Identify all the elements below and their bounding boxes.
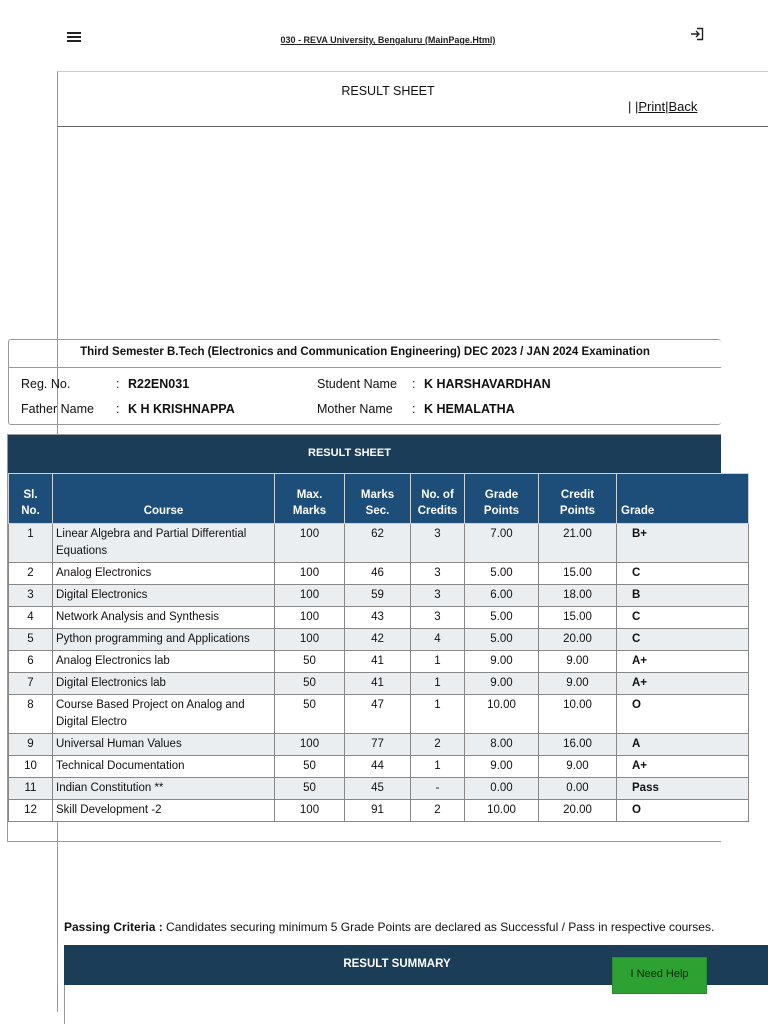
- credit-points-cell: 20.00: [539, 800, 617, 822]
- course-cell: Network Analysis and Synthesis: [53, 607, 275, 629]
- column-header: Sl. No.: [9, 474, 53, 524]
- table-row: [9, 695, 749, 734]
- course-cell: Analog Electronics lab: [53, 651, 275, 673]
- max-marks-cell: 50: [275, 673, 345, 695]
- credit-points-cell: 18.00: [539, 585, 617, 607]
- credits-cell: -: [411, 778, 465, 800]
- grade-cell: O: [617, 695, 749, 734]
- passing-criteria-text: Candidates securing minimum 5 Grade Points are declared as Successful / Pass in respective courses.: [166, 920, 715, 934]
- need-help-button[interactable]: I Need Help: [612, 957, 707, 994]
- marks-sec-cell: 62: [345, 524, 411, 563]
- table-row: [9, 585, 749, 607]
- max-marks-cell: 50: [275, 695, 345, 734]
- column-header: No. of Credits: [411, 474, 465, 524]
- table-row: [9, 778, 749, 800]
- sl-no-cell: 10: [9, 756, 53, 778]
- column-header: Marks Sec.: [345, 474, 411, 524]
- course-cell: Skill Development -2: [53, 800, 275, 822]
- marks-sec-cell: 41: [345, 673, 411, 695]
- max-marks-cell: 100: [275, 734, 345, 756]
- marks-sec-cell: 44: [345, 756, 411, 778]
- logout-icon[interactable]: [690, 27, 704, 41]
- credit-points-cell: 9.00: [539, 673, 617, 695]
- table-header-row: [9, 474, 749, 524]
- mother-name-label: Mother Name: [317, 402, 393, 416]
- father-name-value: K H KRISHNAPPA: [128, 402, 235, 416]
- column-header: Credit Points: [539, 474, 617, 524]
- max-marks-cell: 100: [275, 524, 345, 563]
- sl-no-cell: 2: [9, 563, 53, 585]
- column-header: Grade Points: [465, 474, 539, 524]
- grade-points-cell: 8.00: [465, 734, 539, 756]
- credits-cell: 3: [411, 585, 465, 607]
- max-marks-cell: 100: [275, 800, 345, 822]
- credit-points-cell: 20.00: [539, 629, 617, 651]
- table-row: [9, 756, 749, 778]
- sl-no-cell: 7: [9, 673, 53, 695]
- credits-cell: 1: [411, 695, 465, 734]
- sl-no-cell: 11: [9, 778, 53, 800]
- max-marks-cell: 50: [275, 651, 345, 673]
- grade-points-cell: 7.00: [465, 524, 539, 563]
- sl-no-cell: 5: [9, 629, 53, 651]
- grade-points-cell: 6.00: [465, 585, 539, 607]
- marks-sec-cell: 46: [345, 563, 411, 585]
- grade-points-cell: 5.00: [465, 607, 539, 629]
- reg-no-label: Reg. No.: [21, 377, 71, 391]
- max-marks-cell: 50: [275, 778, 345, 800]
- table-row: [9, 629, 749, 651]
- table-row: [9, 524, 749, 563]
- credit-points-cell: 15.00: [539, 563, 617, 585]
- grade-cell: C: [617, 563, 749, 585]
- max-marks-cell: 100: [275, 629, 345, 651]
- colon: :: [116, 402, 120, 416]
- credit-points-cell: 10.00: [539, 695, 617, 734]
- grade-cell: A+: [617, 756, 749, 778]
- sl-no-cell: 9: [9, 734, 53, 756]
- table-row: [9, 607, 749, 629]
- grade-cell: O: [617, 800, 749, 822]
- course-cell: Course Based Project on Analog and Digital Electro: [53, 695, 275, 734]
- grade-points-cell: 10.00: [465, 800, 539, 822]
- sheet-actions: [628, 99, 697, 114]
- credits-cell: 2: [411, 800, 465, 822]
- credit-points-cell: 16.00: [539, 734, 617, 756]
- course-cell: Indian Constitution **: [53, 778, 275, 800]
- max-marks-cell: 50: [275, 756, 345, 778]
- credits-cell: 1: [411, 673, 465, 695]
- grade-points-cell: 10.00: [465, 695, 539, 734]
- actions-prefix: | |: [628, 99, 639, 114]
- marks-sec-cell: 91: [345, 800, 411, 822]
- father-name-label: Father Name: [21, 402, 94, 416]
- credit-points-cell: 15.00: [539, 607, 617, 629]
- marks-sec-cell: 47: [345, 695, 411, 734]
- course-cell: Universal Human Values: [53, 734, 275, 756]
- marks-sec-cell: 77: [345, 734, 411, 756]
- course-cell: Linear Algebra and Partial Differential Equations: [53, 524, 275, 563]
- mother-name-value: K HEMALATHA: [424, 402, 515, 416]
- page-title: RESULT SHEET: [341, 84, 435, 98]
- marks-sec-cell: 42: [345, 629, 411, 651]
- marks-sec-cell: 45: [345, 778, 411, 800]
- table-row: [9, 800, 749, 822]
- credit-points-cell: 0.00: [539, 778, 617, 800]
- credit-points-cell: 9.00: [539, 651, 617, 673]
- grade-points-cell: 0.00: [465, 778, 539, 800]
- app-title[interactable]: 030 - REVA University, Bengaluru (MainPage.Html): [280, 35, 496, 45]
- grade-cell: A+: [617, 651, 749, 673]
- credits-cell: 1: [411, 756, 465, 778]
- grade-cell: B: [617, 585, 749, 607]
- max-marks-cell: 100: [275, 563, 345, 585]
- grade-cell: C: [617, 629, 749, 651]
- grade-cell: A+: [617, 673, 749, 695]
- sl-no-cell: 3: [9, 585, 53, 607]
- sl-no-cell: 4: [9, 607, 53, 629]
- course-cell: Digital Electronics: [53, 585, 275, 607]
- credits-cell: 2: [411, 734, 465, 756]
- grade-points-cell: 5.00: [465, 563, 539, 585]
- credits-cell: 1: [411, 651, 465, 673]
- result-card: [7, 434, 721, 842]
- grade-points-cell: 9.00: [465, 756, 539, 778]
- grade-cell: C: [617, 607, 749, 629]
- marks-sec-cell: 59: [345, 585, 411, 607]
- result-sheet-heading: RESULT SHEET: [8, 435, 721, 473]
- credits-cell: 3: [411, 563, 465, 585]
- sl-no-cell: 6: [9, 651, 53, 673]
- student-name-label: Student Name: [317, 377, 397, 391]
- marks-sec-cell: 41: [345, 651, 411, 673]
- table-row: [9, 651, 749, 673]
- max-marks-cell: 100: [275, 585, 345, 607]
- grade-points-cell: 9.00: [465, 651, 539, 673]
- column-header: Grade: [617, 474, 749, 524]
- grade-cell: Pass: [617, 778, 749, 800]
- reg-no-value: R22EN031: [128, 377, 190, 391]
- table-row: [9, 673, 749, 695]
- top-bar: [0, 0, 768, 70]
- print-link[interactable]: Print: [638, 99, 666, 114]
- credits-cell: 4: [411, 629, 465, 651]
- marks-sec-cell: 43: [345, 607, 411, 629]
- credits-cell: 3: [411, 524, 465, 563]
- sl-no-cell: 1: [9, 524, 53, 563]
- passing-criteria: [64, 920, 714, 934]
- grade-points-cell: 9.00: [465, 673, 539, 695]
- table-row: [9, 563, 749, 585]
- colon: :: [412, 402, 416, 416]
- grade-points-cell: 5.00: [465, 629, 539, 651]
- colon: :: [412, 377, 416, 391]
- result-summary-heading: RESULT SUMMARY: [64, 945, 768, 985]
- back-link[interactable]: Back: [668, 99, 698, 114]
- column-header: Max. Marks: [275, 474, 345, 524]
- sheet-header: [58, 72, 768, 127]
- course-cell: Technical Documentation: [53, 756, 275, 778]
- max-marks-cell: 100: [275, 607, 345, 629]
- course-cell: Python programming and Applications: [53, 629, 275, 651]
- exam-title: Third Semester B.Tech (Electronics and Communication Engineering) DEC 2023 / JAN 2024 Examination: [9, 340, 721, 368]
- result-table: [8, 473, 749, 822]
- credits-cell: 3: [411, 607, 465, 629]
- student-info-box: [8, 339, 721, 425]
- sl-no-cell: 8: [9, 695, 53, 734]
- column-header: Course: [53, 474, 275, 524]
- actions-separator: |: [665, 99, 669, 114]
- grade-cell: B+: [617, 524, 749, 563]
- table-row: [9, 734, 749, 756]
- student-name-value: K HARSHAVARDHAN: [424, 377, 551, 391]
- passing-criteria-label: Passing Criteria :: [64, 920, 163, 934]
- sl-no-cell: 12: [9, 800, 53, 822]
- colon: :: [116, 377, 120, 391]
- grade-cell: A: [617, 734, 749, 756]
- credit-points-cell: 21.00: [539, 524, 617, 563]
- course-cell: Digital Electronics lab: [53, 673, 275, 695]
- credit-points-cell: 9.00: [539, 756, 617, 778]
- course-cell: Analog Electronics: [53, 563, 275, 585]
